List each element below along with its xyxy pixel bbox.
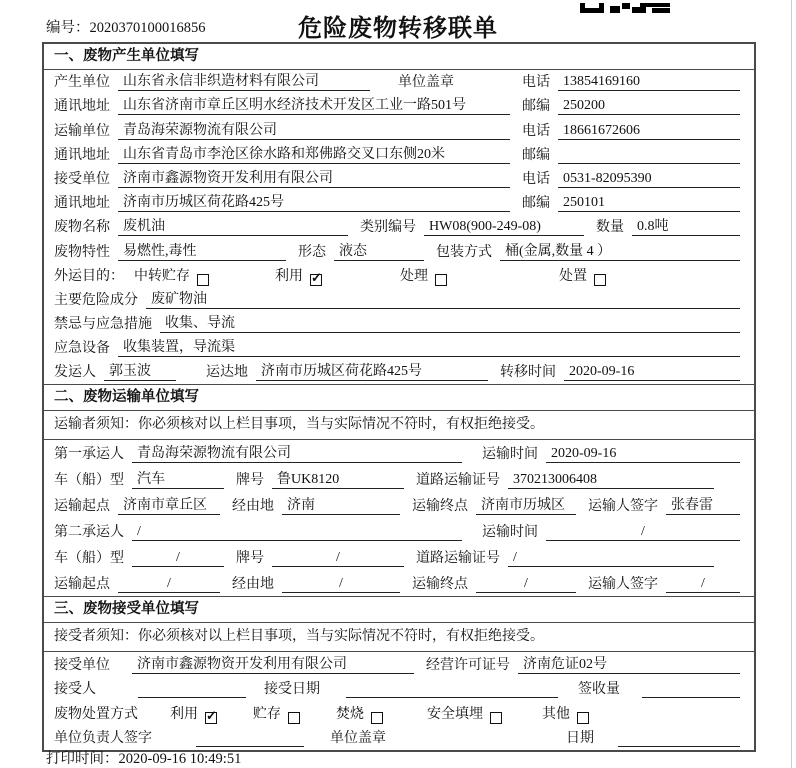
gen-address-field: 山东省济南市章丘区明水经济技术开发区工业一路501号 [118, 97, 510, 115]
row-route1 [44, 492, 754, 518]
plate2-field: / [272, 549, 404, 567]
packing-label: 包装方式 [436, 244, 492, 260]
zip3-label: 邮编 [522, 196, 550, 212]
checkbox-icon [435, 274, 447, 286]
disposal-option-label: 利用 [170, 706, 198, 722]
row-acceptor [44, 677, 754, 702]
license-label: 经营许可证号 [426, 657, 510, 673]
generator-field: 山东省永信非织造材料有限公司 [118, 73, 370, 91]
acceptor-field [138, 680, 246, 698]
phone1-field: 13854169160 [558, 73, 740, 91]
checkbox-icon [594, 274, 606, 286]
trans-address-label: 通讯地址 [54, 147, 110, 163]
page-edge-line [791, 0, 792, 768]
transporter-label: 运输单位 [54, 123, 110, 139]
phone3-field: 0531-82095390 [558, 170, 740, 188]
zip2-label: 邮编 [522, 147, 550, 163]
receiver-field: 济南市鑫源物资开发利用有限公司 [118, 170, 510, 188]
manager-sign-label: 单位负责人签字 [54, 731, 152, 747]
row-carrier1 [44, 440, 754, 466]
end1-label: 运输终点 [412, 499, 468, 515]
date-label: 日期 [566, 731, 594, 747]
category-field: HW08(900-249-08) [424, 218, 584, 236]
print-time-line [46, 747, 241, 768]
plate2-label: 牌号 [236, 551, 264, 567]
property-label: 废物特性 [54, 244, 110, 260]
sign2-field: / [666, 575, 740, 593]
via2-field: / [282, 575, 400, 593]
carrier2-label: 第二承运人 [54, 525, 124, 541]
emergency-label: 禁忌与应急措施 [54, 317, 152, 333]
origin2-label: 运输起点 [54, 577, 110, 593]
row-route2 [44, 570, 754, 596]
form-label: 形态 [298, 244, 326, 260]
hazard-field: 废矿物油 [146, 291, 740, 309]
plate1-field: 鲁UK8120 [272, 471, 404, 489]
row-emergency [44, 312, 754, 336]
trans-address-field: 山东省青岛市李沧区徐水路和郑佛路交叉口东侧20米 [118, 146, 510, 164]
destination-field: 济南市历城区荷花路425号 [256, 363, 488, 381]
quantity-field: 0.8吨 [632, 218, 740, 236]
packing-field: 桶(金属,数量 4 ） [500, 243, 740, 261]
accept-date-label: 接受日期 [264, 682, 320, 698]
disposal-option-label: 焚烧 [336, 706, 364, 722]
row-carrier2 [44, 518, 754, 544]
row-disposal [44, 701, 754, 726]
accept-date-field [346, 680, 558, 698]
disposal-option-label: 安全填埋 [427, 706, 483, 722]
carrier2-field: / [132, 523, 462, 541]
vehicle2-field: / [132, 549, 224, 567]
checkbox-icon [197, 274, 209, 286]
permit2-field: / [508, 549, 714, 567]
accept-unit-label: 接受单位 [54, 657, 110, 673]
purpose-option-transfer [134, 265, 209, 285]
end1-field: 济南市历城区 [476, 497, 576, 515]
plate1-label: 牌号 [236, 473, 264, 489]
row-transporter-address [44, 143, 754, 167]
transfer-time-field: 2020-09-16 [564, 363, 740, 381]
time1-label: 运输时间 [482, 447, 538, 463]
sign2-label: 运输人签字 [588, 577, 658, 593]
origin1-field: 济南市章丘区 [118, 497, 220, 515]
disposal-option-utilize [170, 703, 217, 723]
category-label: 类别编号 [360, 220, 416, 236]
carrier1-label: 第一承运人 [54, 447, 124, 463]
vehicle1-field: 汽车 [132, 471, 224, 489]
time2-field: / [546, 523, 740, 541]
time2-label: 运输时间 [482, 525, 538, 541]
row-vehicle1 [44, 466, 754, 492]
print-time-label: 打印时间： [46, 751, 119, 767]
row-vehicle2 [44, 544, 754, 570]
generator-label: 产生单位 [54, 75, 110, 91]
recv-address-field: 济南市历城区荷花路425号 [118, 194, 510, 212]
section2-notice: 运输者须知：你必须核对以上栏目事项，当与实际情况不符时，有权拒绝接受。 [44, 411, 754, 440]
via2-label: 经由地 [232, 577, 274, 593]
property-field: 易燃性,毒性 [118, 243, 286, 261]
section2-header: 二、废物运输单位填写 [44, 384, 754, 411]
disposal-option-store [253, 703, 300, 723]
via1-field: 济南 [282, 497, 400, 515]
hazard-label: 主要危险成分 [54, 292, 138, 308]
end2-field: / [476, 575, 576, 593]
waste-name-label: 废物名称 [54, 220, 110, 236]
sign1-field: 张春雷 [666, 497, 740, 515]
accept-unit-field: 济南市鑫源物资开发利用有限公司 [132, 656, 414, 674]
purpose-option-label: 中转贮存 [134, 268, 190, 284]
sign1-label: 运输人签字 [588, 499, 658, 515]
origin2-field: / [118, 575, 220, 593]
phone1-label: 电话 [522, 75, 550, 91]
end2-label: 运输终点 [412, 577, 468, 593]
time1-field: 2020-09-16 [546, 445, 740, 463]
row-transporter [44, 118, 754, 142]
manager-sign-field [196, 729, 304, 747]
unit-seal-label: 单位盖章 [398, 75, 454, 91]
received-qty-field [642, 680, 740, 698]
purpose-option-utilize [275, 265, 322, 285]
transporter-field: 青岛海荣源物流有限公司 [118, 122, 510, 140]
shipper-field: 郭玉波 [104, 363, 176, 381]
shipper-label: 发运人 [54, 365, 96, 381]
via1-label: 经由地 [232, 499, 274, 515]
row-receiver [44, 167, 754, 191]
vehicle2-label: 车（船）型 [54, 551, 124, 567]
row-generator [44, 70, 754, 94]
quantity-label: 数量 [596, 220, 624, 236]
purpose-option-label: 处理 [400, 268, 428, 284]
date-field [618, 729, 740, 747]
origin1-label: 运输起点 [54, 499, 110, 515]
disposal-option-label: 贮存 [253, 706, 281, 722]
disposal-option-landfill [427, 703, 502, 723]
zip2-field [558, 146, 740, 164]
manifest-form [42, 42, 756, 752]
purpose-option-label: 处置 [559, 268, 587, 284]
purpose-label: 外运目的： [54, 268, 124, 284]
serial-number: 2020370100016856 [89, 20, 206, 36]
checkbox-icon [490, 712, 502, 724]
section3-notice: 接受者须知：你必须核对以上栏目事项，当与实际情况不符时，有权拒绝接受。 [44, 623, 754, 652]
disposal-option-label: 其他 [542, 706, 570, 722]
acceptor-label: 接受人 [54, 682, 96, 698]
row-hazard [44, 288, 754, 312]
row-waste-name [44, 215, 754, 239]
checkbox-icon [371, 712, 383, 724]
row-receiver-address [44, 191, 754, 215]
receiver-label: 接受单位 [54, 171, 110, 187]
row-shipper [44, 360, 754, 384]
phone2-label: 电话 [522, 123, 550, 139]
license-field: 济南危证02号 [518, 656, 740, 674]
document-header [0, 8, 796, 40]
phone3-label: 电话 [522, 171, 550, 187]
disposal-label: 废物处置方式 [54, 706, 138, 722]
carrier1-field: 青岛海荣源物流有限公司 [132, 445, 462, 463]
row-purpose [44, 264, 754, 288]
zip3-field: 250101 [558, 194, 740, 212]
zip1-label: 邮编 [522, 99, 550, 115]
row-equipment [44, 336, 754, 360]
purpose-option-treat [400, 265, 447, 285]
print-time-value: 2020-09-16 10:49:51 [118, 751, 242, 767]
gen-address-label: 通讯地址 [54, 99, 110, 115]
permit1-field: 370213006408 [508, 471, 714, 489]
row-accept-unit [44, 652, 754, 677]
transfer-time-label: 转移时间 [500, 365, 556, 381]
destination-label: 运达地 [206, 365, 248, 381]
section3-header: 三、废物接受单位填写 [44, 596, 754, 623]
row-generator-address [44, 94, 754, 118]
zip1-field: 250200 [558, 97, 740, 115]
purpose-option-label: 利用 [275, 268, 303, 284]
vehicle1-label: 车（船）型 [54, 473, 124, 489]
checkbox-icon [205, 712, 217, 724]
received-qty-label: 签收量 [578, 682, 620, 698]
page-title: 危险废物转移联单 [298, 15, 498, 42]
waste-name-field: 废机油 [118, 218, 348, 236]
checkbox-icon [288, 712, 300, 724]
equipment-label: 应急设备 [54, 341, 110, 357]
phone2-field: 18661672606 [558, 122, 740, 140]
disposal-option-incinerate [336, 703, 383, 723]
equipment-field: 收集装置，导流渠 [118, 339, 740, 357]
purpose-option-dispose [559, 265, 606, 285]
emergency-field: 收集、导流 [160, 315, 740, 333]
recv-address-label: 通讯地址 [54, 196, 110, 212]
checkbox-icon [577, 712, 589, 724]
section1-header: 一、废物产生单位填写 [44, 44, 754, 70]
form-field: 液态 [334, 243, 424, 261]
checkbox-icon [310, 274, 322, 286]
serial-label: 编号： [46, 20, 90, 36]
unit-seal2-label: 单位盖章 [330, 731, 386, 747]
disposal-option-other [542, 703, 589, 723]
permit2-label: 道路运输证号 [416, 551, 500, 567]
row-waste-property [44, 239, 754, 263]
permit1-label: 道路运输证号 [416, 473, 500, 489]
